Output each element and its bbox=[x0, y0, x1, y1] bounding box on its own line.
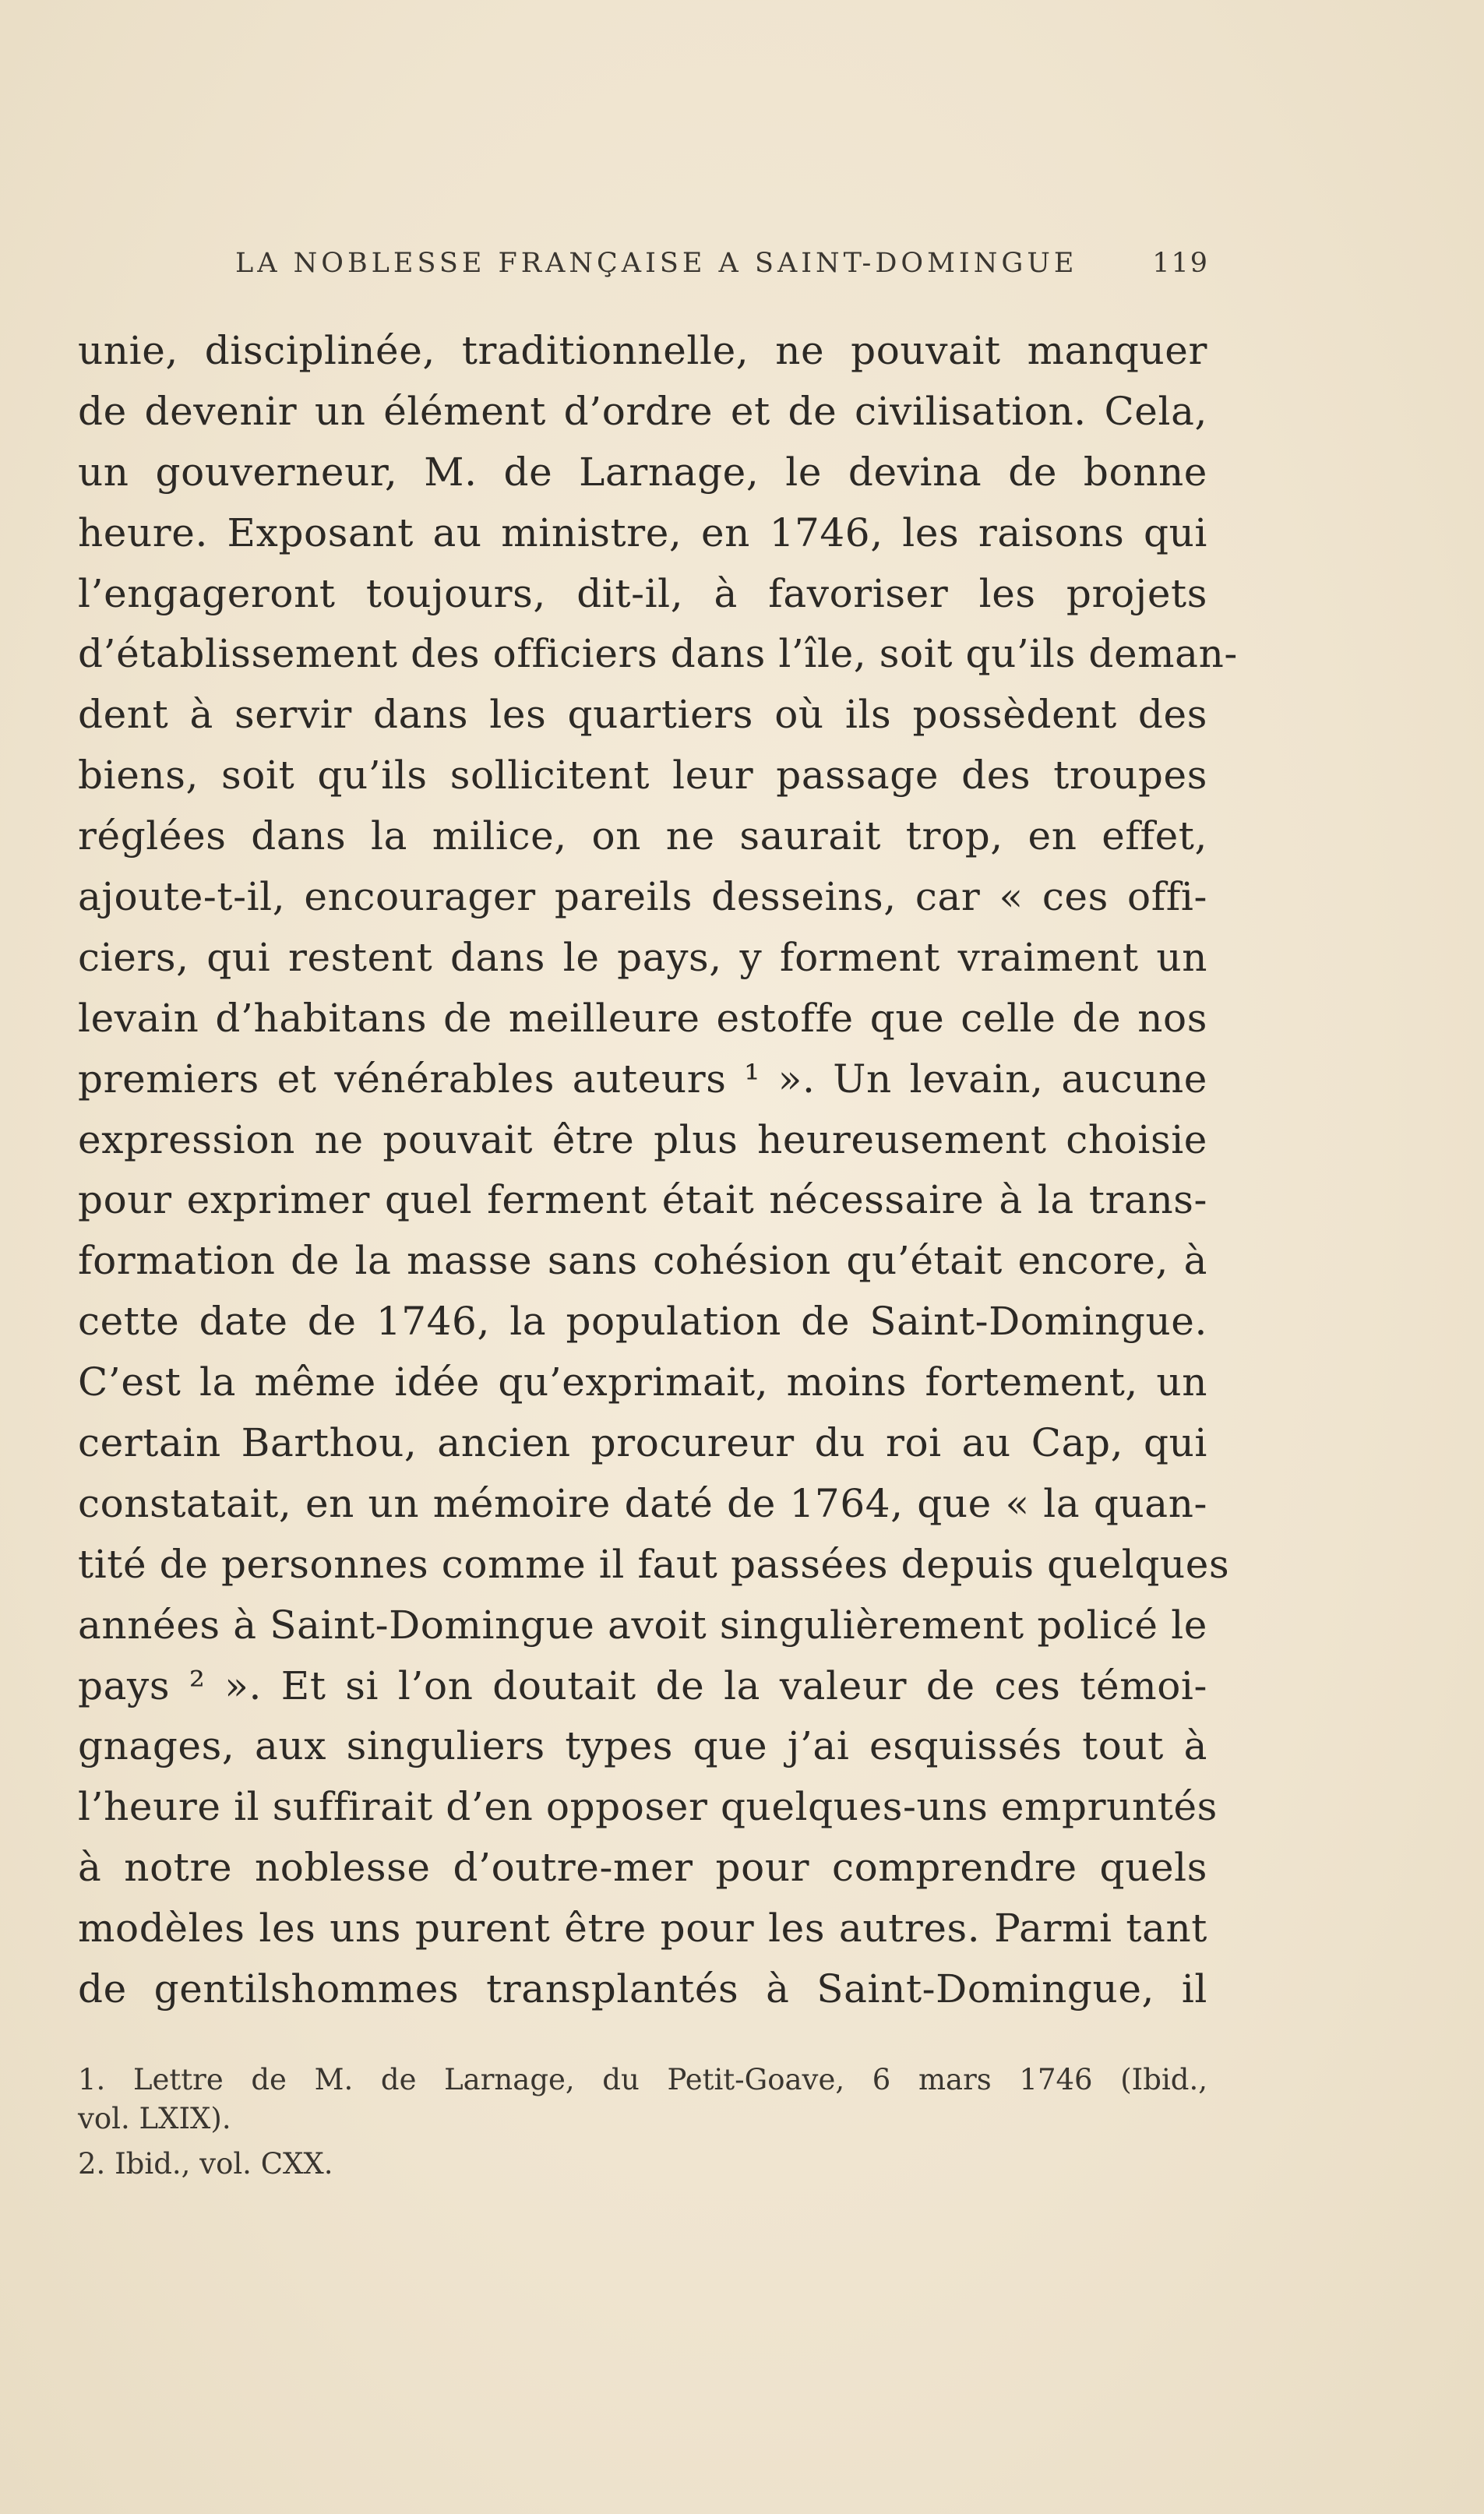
running-header bbox=[235, 248, 1209, 294]
footnote-1-continuation: vol. LXIX). bbox=[78, 2102, 231, 2135]
page-number: 119 bbox=[1152, 248, 1209, 279]
text-line: pays ² ». Et si l’on doutait de la valeur de ces témoi- bbox=[78, 1662, 1207, 1708]
text-line: gnages, aux singuliers types que j’ai esquissés tout à bbox=[78, 1723, 1207, 1769]
text-line: dent à servir dans les quartiers où ils possèdent des bbox=[78, 692, 1207, 738]
text-line: réglées dans la milice, on ne saurait trop, en effet, bbox=[78, 813, 1207, 859]
footnotes bbox=[78, 2061, 1207, 2184]
text-line: C’est la même idée qu’exprimait, moins fortement, un bbox=[78, 1359, 1207, 1405]
footnote-2: 2. Ibid., vol. CXX. bbox=[78, 2147, 333, 2181]
text-line: tité de personnes comme il faut passées depuis quelques bbox=[78, 1541, 1230, 1587]
footnote-1: 1. Lettre de M. de Larnage, du Petit-Goave, 6 mars 1746 (Ibid., bbox=[78, 2063, 1207, 2096]
text-line: de gentilshommes transplantés à Saint-Domingue, il bbox=[78, 1966, 1207, 2012]
text-line: levain d’habitans de meilleure estoffe que celle de nos bbox=[78, 995, 1207, 1041]
text-line: formation de la masse sans cohésion qu’était encore, à bbox=[78, 1238, 1207, 1284]
text-line: un gouverneur, M. de Larnage, le devina de bonne bbox=[78, 449, 1207, 495]
text-line: premiers et vénérables auteurs ¹ ». Un levain, aucune bbox=[78, 1056, 1207, 1102]
text-line: ciers, qui restent dans le pays, y forment vraiment un bbox=[78, 934, 1207, 980]
text-line: biens, soit qu’ils sollicitent leur passage des troupes bbox=[78, 753, 1207, 799]
text-line: pour exprimer quel ferment était nécessaire à la trans- bbox=[78, 1177, 1207, 1223]
text-line: expression ne pouvait être plus heureusement choisie bbox=[78, 1116, 1207, 1162]
text-line: à notre noblesse d’outre-mer pour comprendre quels bbox=[78, 1845, 1207, 1891]
text-line: années à Saint-Domingue avoit singulièrement policé le bbox=[78, 1602, 1207, 1648]
text-line: unie, disciplinée, traditionnelle, ne pouvait manquer bbox=[78, 328, 1207, 373]
running-title: LA NOBLESSE FRANÇAISE A SAINT-DOMINGUE bbox=[235, 248, 1078, 279]
text-line: l’heure il suffirait d’en opposer quelques-uns empruntés bbox=[78, 1784, 1218, 1830]
text-line: constatait, en un mémoire daté de 1764, que « la quan- bbox=[78, 1480, 1207, 1526]
text-line: de devenir un élément d’ordre et de civilisation. Cela, bbox=[78, 388, 1207, 434]
text-line: modèles les uns purent être pour les autres. Parmi tant bbox=[78, 1906, 1207, 1952]
text-line: ajoute-t-il, encourager pareils desseins, car « ces offi- bbox=[78, 874, 1207, 920]
body-text bbox=[78, 321, 1238, 2020]
text-line: certain Barthou, ancien procureur du roi au Cap, qui bbox=[78, 1420, 1207, 1466]
text-line: heure. Exposant au ministre, en 1746, les raisons qui bbox=[78, 509, 1207, 555]
text-line: d’établissement des officiers dans l’île, soit qu’ils deman- bbox=[78, 631, 1238, 677]
text-line: l’engageront toujours, dit-il, à favoriser les projets bbox=[78, 570, 1207, 616]
text-line: cette date de 1746, la population de Saint-Domingue. bbox=[78, 1299, 1207, 1345]
